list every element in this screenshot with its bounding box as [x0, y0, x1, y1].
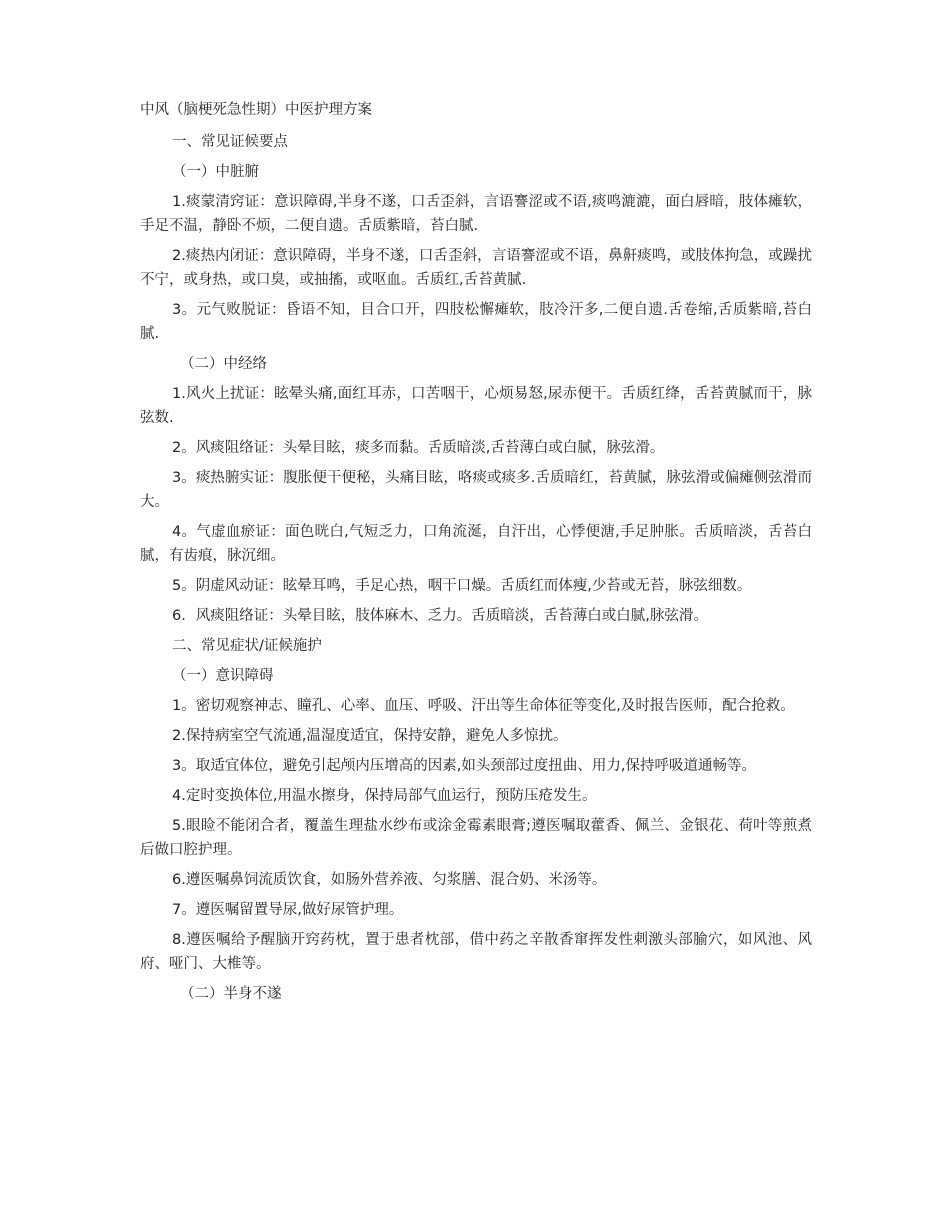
paragraph: 8.遵医嘱给予醒脑开窍药枕，置于患者枕部，借中药之辛散香窜挥发性刺激头部腧穴，如风池、风府、哑门、大椎等。 — [140, 932, 812, 972]
subsection-heading-hemiplegia: （二）半身不遂 — [180, 986, 282, 1002]
subsection-heading-zhongjingluo: （二）中经络 — [180, 356, 267, 372]
paragraph: 1.风火上扰证：眩晕头痛,面红耳赤，口苦咽干，心烦易怒,尿赤便干。舌质红绛，舌苔黄腻而干，脉弦数. — [140, 386, 812, 426]
section-heading-symptom-care: 二、常见症状/证候施护 — [172, 638, 322, 654]
paragraph: 6．风痰阻络证：头晕目眩，肢体麻木、乏力。舌质暗淡，舌苔薄白或白腻,脉弦滑。 — [172, 608, 708, 624]
paragraph: 4.定时变换体位,用温水擦身，保持局部气血运行，预防压疮发生。 — [172, 788, 597, 804]
paragraph: 1。密切观察神志、瞳孔、心率、血压、呼吸、汗出等生命体征等变化,及时报告医师，配合抢救。 — [172, 698, 795, 714]
paragraph: 3。取适宜体位，避免引起颅内压增高的因素,如头颈部过度扭曲、用力,保持呼吸道通畅等。 — [172, 758, 756, 774]
paragraph: 3。元气败脱证：昏语不知，目合口开，四肢松懈瘫软，肢冷汗多,二便自遗.舌卷缩,舌质紫暗,苔白腻. — [140, 302, 812, 342]
subsection-heading-consciousness-disorder: （一）意识障碍 — [172, 668, 274, 684]
section-heading-common-syndromes: 一、常见证候要点 — [172, 134, 288, 150]
paragraph: 1.痰蒙清窍证：意识障碍,半身不遂，口舌歪斜，言语謇涩或不语,痰鸣漉漉，面白唇暗，肢体瘫软，手足不温，静卧不烦，二便自遗。舌质紫暗，苔白腻. — [140, 194, 812, 234]
subsection-heading-zhongzangfu: （一）中脏腑 — [172, 164, 259, 180]
paragraph: 3。痰热腑实证：腹胀便干便秘，头痛目眩，咯痰或痰多.舌质暗红，苔黄腻，脉弦滑或偏瘫侧弦滑而大。 — [140, 470, 812, 510]
paragraph: 4。气虚血瘀证：面色晄白,气短乏力，口角流涎，自汗出，心悸便溏,手足肿胀。舌质暗淡，舌苔白腻，有齿痕，脉沉细。 — [140, 524, 812, 564]
document-title: 中风（脑梗死急性期）中医护理方案 — [140, 102, 372, 118]
paragraph: 5。阴虚风动证：眩晕耳鸣，手足心热，咽干口燥。舌质红而体瘦,少苔或无苔，脉弦细数。 — [172, 578, 752, 594]
paragraph: 2.保持病室空气流通,温湿度适宜，保持安静，避免人多惊扰。 — [172, 728, 568, 744]
document-page — [140, 98, 812, 1012]
paragraph: 2.痰热内闭证：意识障碍，半身不遂，口舌歪斜，言语謇涩或不语，鼻鼾痰鸣，或肢体拘急，或躁扰不宁，或身热，或口臭，或抽搐，或呕血。舌质红,舌苔黄腻. — [140, 248, 812, 288]
paragraph: 7。遵医嘱留置导尿,做好尿管护理。 — [172, 902, 404, 918]
paragraph: 6.遵医嘱鼻饲流质饮食，如肠外营养液、匀浆膳、混合奶、米汤等。 — [172, 872, 607, 888]
paragraph: 2。风痰阻络证：头晕目眩，痰多而黏。舌质暗淡,舌苔薄白或白腻，脉弦滑。 — [172, 440, 665, 456]
paragraph: 5.眼睑不能闭合者，覆盖生理盐水纱布或涂金霉素眼膏;遵医嘱取藿香、佩兰、金银花、荷叶等煎煮后做口腔护理。 — [140, 818, 812, 858]
